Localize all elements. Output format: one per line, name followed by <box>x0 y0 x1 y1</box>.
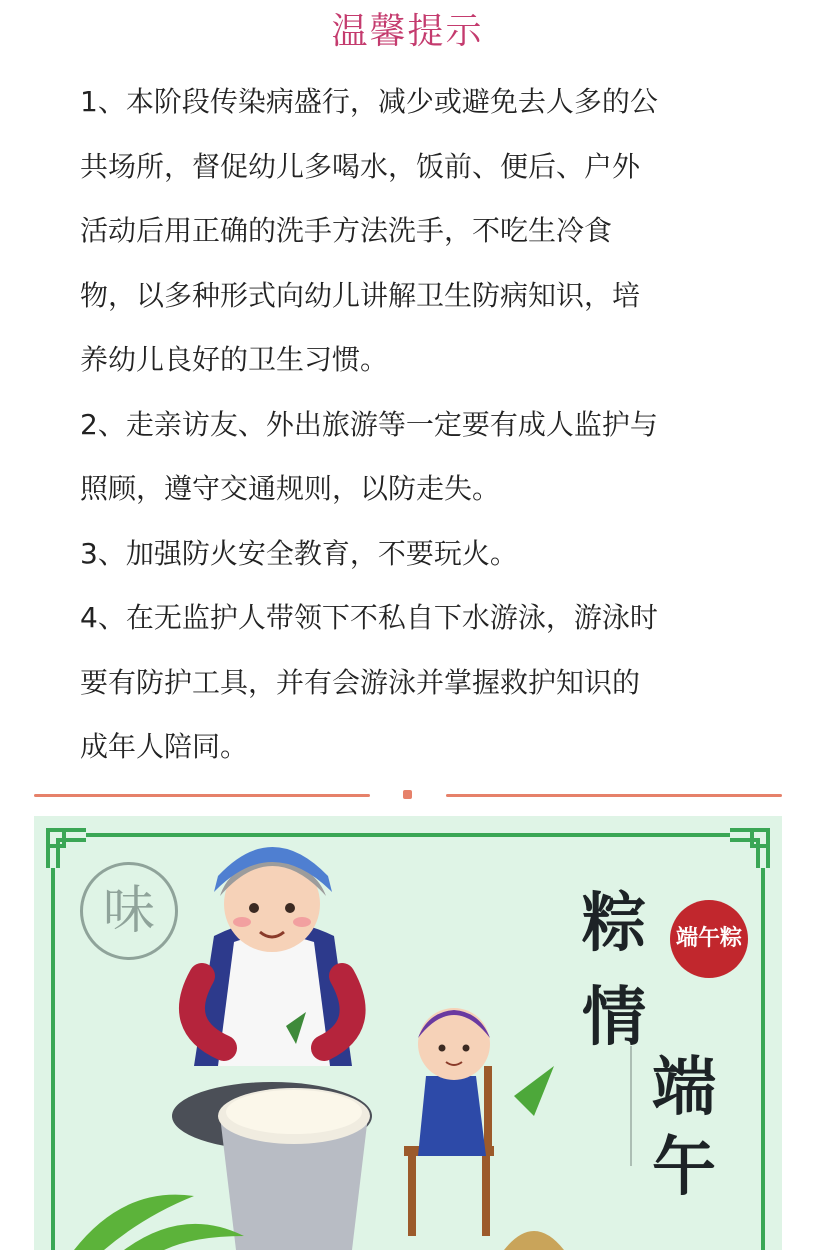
child-figure <box>404 1008 554 1236</box>
tip-4 <box>80 586 740 780</box>
rice-basin <box>218 1088 370 1250</box>
tip-4-line-2: 要有防护工具，并有会游泳并掌握救护知识的 <box>80 665 641 699</box>
dragon-boat-poster <box>34 816 782 1250</box>
duanwu-badge: 端午粽 <box>670 900 748 978</box>
tip-2 <box>80 393 740 522</box>
tip-4-line-3: 成年人陪同。 <box>80 730 249 763</box>
tip-3-line-1: 3、加强防火安全教育，不要玩火。 <box>80 536 518 570</box>
divider-bar-left <box>34 794 370 797</box>
calligraphy-qing: 情 <box>582 980 646 1055</box>
calligraphy-wu: 午 <box>652 1130 716 1205</box>
wei-seal: 味 <box>80 862 178 960</box>
tip-4-line-1: 4、在无监护人带领下不私自下水游泳，游泳时 <box>80 601 658 634</box>
tip-1 <box>80 70 740 393</box>
tips-content <box>80 70 740 780</box>
calligraphy-zong: 粽 <box>582 886 646 961</box>
page-title: 温馨提示 <box>331 11 484 52</box>
bamboo-leaves <box>74 1195 244 1250</box>
tip-1-line-2: 共场所，督促幼儿多喝水，饭前、便后、户外 <box>80 149 641 183</box>
tip-1-line-3: 活动后用正确的洗手方法洗手，不吃生冷食 <box>80 214 613 247</box>
section-divider <box>0 788 815 804</box>
tip-1-line-1: 1、本阶段传染病盛行，减少或避免去人多的公 <box>80 85 658 118</box>
divider-bar-right <box>446 794 782 797</box>
tip-2-line-2: 照顾，遵守交通规则，以防走失。 <box>80 472 501 505</box>
zongzi-icon <box>504 1231 564 1250</box>
tip-1-line-5: 养幼儿良好的卫生习惯。 <box>80 343 389 376</box>
tip-1-line-4: 物，以多种形式向幼儿讲解卫生防病知识，培 <box>80 278 641 312</box>
calligraphy-duan: 端 <box>652 1050 716 1125</box>
tip-3 <box>80 522 740 587</box>
tip-2-line-1: 2、走亲访友、外出旅游等一定要有成人监护与 <box>80 407 658 441</box>
divider-dot <box>403 790 412 799</box>
